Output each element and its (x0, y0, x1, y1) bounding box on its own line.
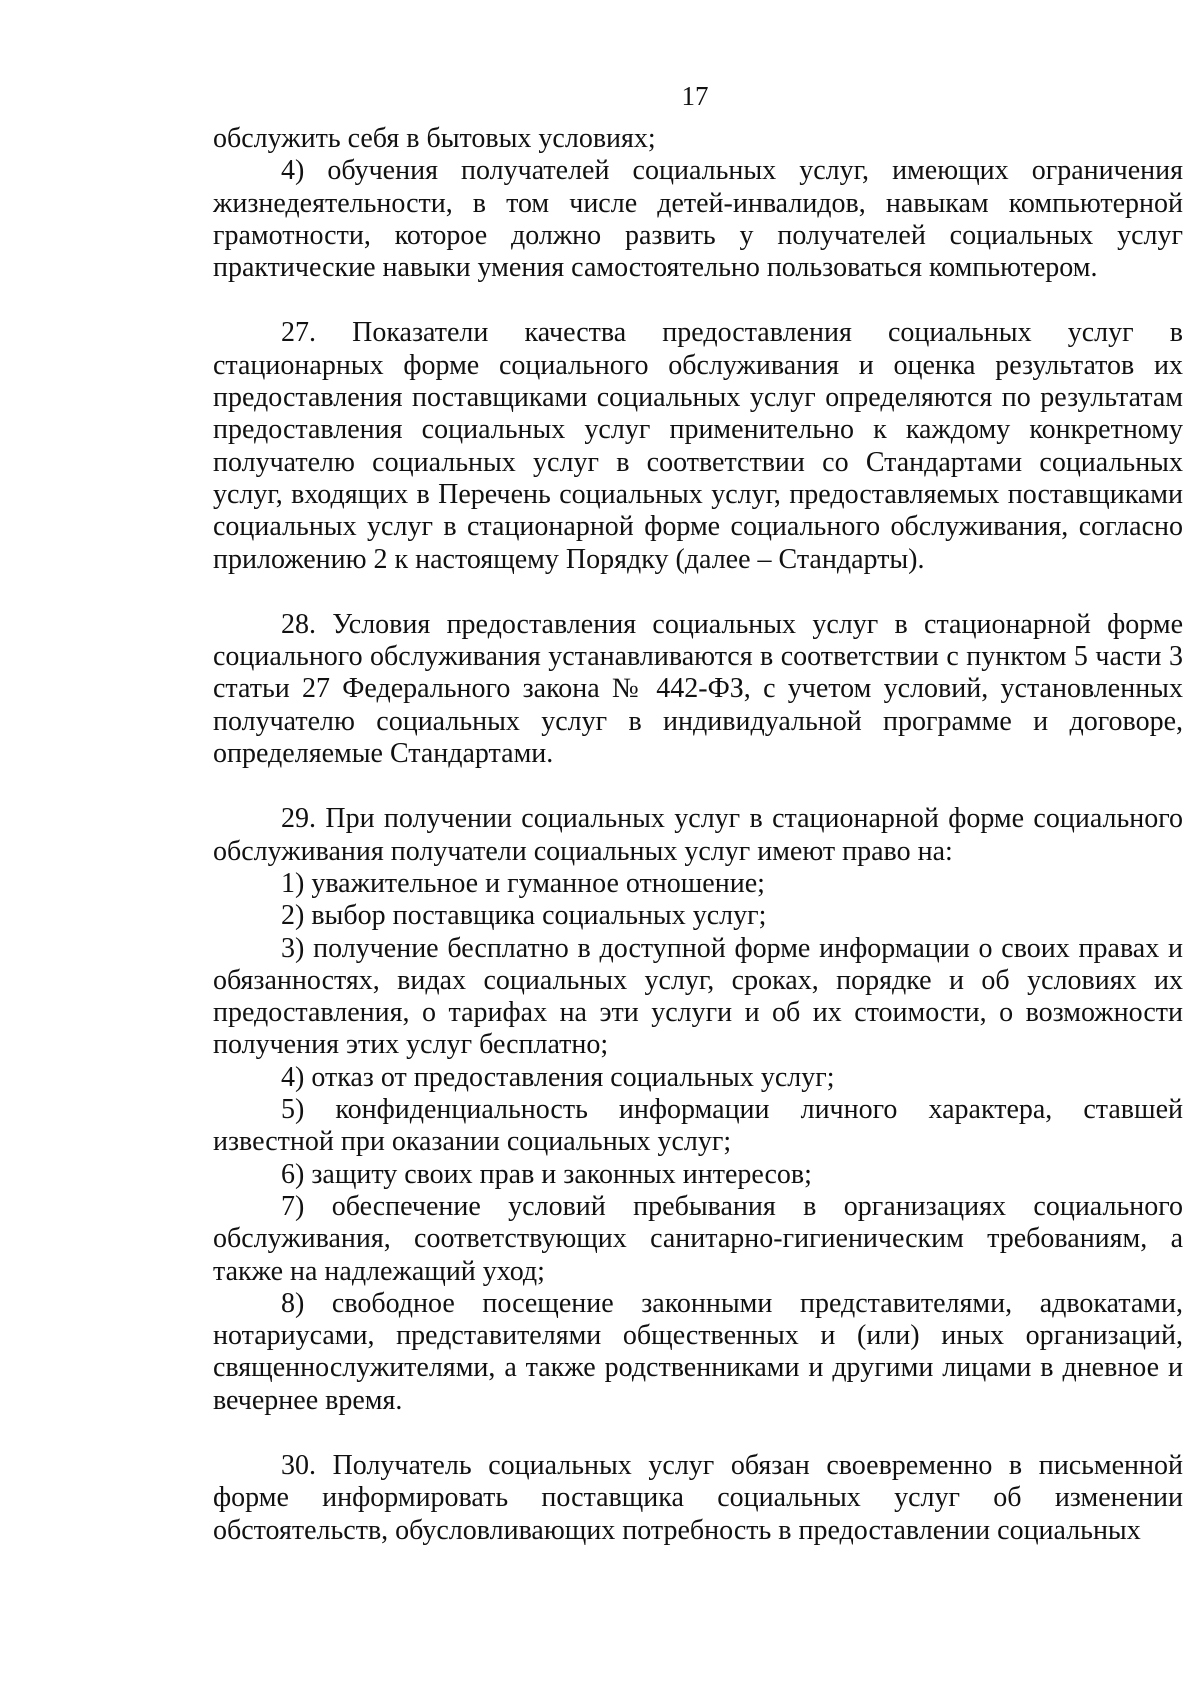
list-item-2: 2) выбор поставщика социальных услуг; (281, 900, 767, 932)
list-item-4: 4) обучения получателей социальных услуг, имеющих ограничения жизнедеятельности, в том числе детей-инвалидов, навыкам компьютерной грамотности, которое должно развить у получателей социальных услуг практические навыки умения самостоятельно пользоваться компьютером. (213, 155, 1183, 284)
document-body (213, 123, 1183, 1547)
list-item-8: 8) свободное посещение законными представителями, адвокатами, нотариусами, представителями общественных и (или) иных организаций, священнослужителями, а также родственниками и другими лицами в дневное и вечернее время. (213, 1287, 1183, 1416)
list-item-4b: 4) отказ от предоставления социальных услуг; (281, 1061, 835, 1093)
list-item-3: 3) получение бесплатно в доступной форме информации о своих правах и обязанностях, видах социальных услуг, сроках, порядке и об условиях их предоставления, о тарифах на эти услуги и об их стоимости, о возможности получения этих услуг бесплатно; (213, 932, 1183, 1061)
page-number: 17 (681, 81, 709, 111)
paragraph-27: 27. Показатели качества предоставления социальных услуг в стационарных форме социального обслуживания и оценка результатов их предоставления поставщиками социальных услуг определяются по результатам предоставления социальных услуг применительно к каждому конкретному получателю социальных услуг в соответствии со Стандартами социальных услуг, входящих в Перечень социальных услуг, предоставляемых поставщиками социальных услуг в стационарной форме социального обслуживания, согласно приложению 2 к настоящему Порядку (далее – Стандарты). (213, 317, 1183, 575)
list-item-5: 5) конфиденциальность информации личного характера, ставшей известной при оказании социальных услуг; (213, 1094, 1183, 1158)
paragraph-30: 30. Получатель социальных услуг обязан своевременно в письменной форме информировать поставщика социальных услуг об изменении обстоятельств, обусловливающих потребность в предоставлении социальных (213, 1449, 1183, 1546)
paragraph-28: 28. Условия предоставления социальных услуг в стационарной форме социального обслуживания устанавливаются в соответствии с пунктом 5 части 3 статьи 27 Федерального закона № 442-ФЗ, с учетом условий, установленных получателю социальных услуг в индивидуальной программе и договоре, определяемые Стандартами. (213, 608, 1183, 770)
list-item-6: 6) защиту своих прав и законных интересов; (281, 1158, 812, 1190)
paragraph-continuation: обслужить себя в бытовых условиях; (213, 123, 656, 154)
list-item-1: 1) уважительное и гуманное отношение; (281, 867, 765, 899)
paragraph-29: 29. При получении социальных услуг в стационарной форме социального обслуживания получатели социальных услуг имеют право на: (213, 803, 1183, 867)
list-item-7: 7) обеспечение условий пребывания в организациях социального обслуживания, соответствующих санитарно-гигиеническим требованиям, а также на надлежащий уход; (213, 1190, 1183, 1287)
